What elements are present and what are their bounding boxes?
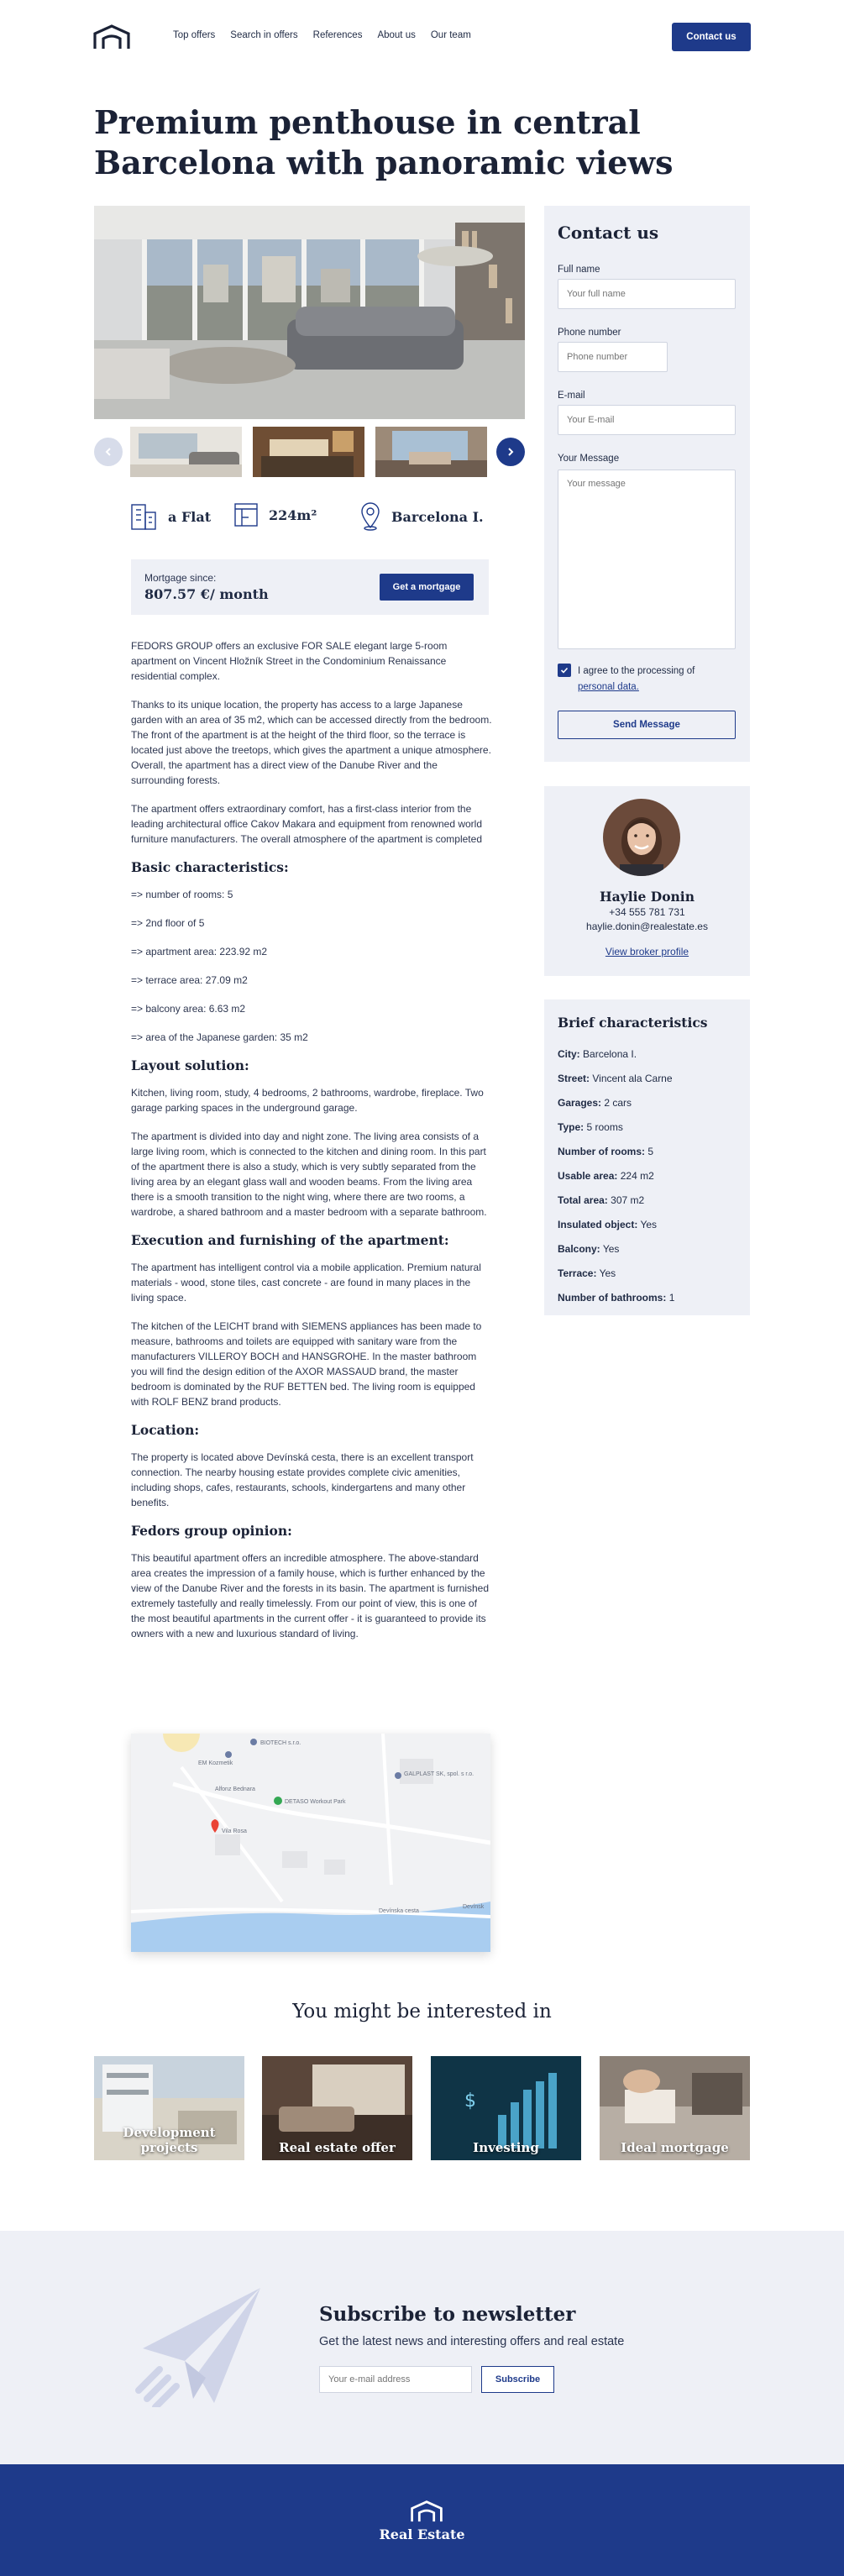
paper-plane-icon — [134, 2281, 269, 2407]
map-marker-icon[interactable] — [274, 1797, 282, 1805]
contact-form-title: Contact us — [558, 223, 659, 243]
section-heading: Basic characteristics: — [131, 859, 289, 875]
send-message-button[interactable]: Send Message — [558, 711, 736, 739]
email-input[interactable] — [558, 405, 736, 435]
map-label: Devínsk — [463, 1904, 485, 1910]
thumbnail-3[interactable] — [375, 427, 487, 477]
newsletter-email-input[interactable] — [319, 2366, 472, 2393]
brief-row: Balcony: Yes — [558, 1243, 620, 1255]
nav-our-team[interactable]: Our team — [430, 30, 471, 40]
list-item: => apartment area: 223.92 m2 — [131, 946, 268, 957]
description-paragraph: The apartment is divided into day and night zone. The living area consists of a large living room, which is connected to the kitchen and dining room. In this part of the apartment there is also a study, which is very subtly separated from the living area by an elegant glass wall and wooden beams. From the living area there is a smooth transition to the night wing, where there are two rooms, a wardrobe, a shared bathroom and a master bedroom with a separate bathroom. — [131, 1131, 487, 1218]
message-textarea[interactable] — [558, 470, 736, 649]
brief-row: Number of bathrooms: 1 — [558, 1292, 675, 1304]
section-heading: Location: — [131, 1422, 200, 1438]
view-broker-profile-link[interactable]: View broker profile — [605, 946, 689, 957]
consent-text — [578, 664, 737, 695]
carousel-prev-button[interactable] — [94, 438, 123, 466]
card-real-estate-offer[interactable] — [262, 2056, 412, 2160]
building-icon — [129, 502, 158, 531]
brief-row: City: Barcelona I. — [558, 1048, 637, 1060]
brief-row: Insulated object: Yes — [558, 1219, 658, 1230]
email-label: E-mail — [558, 391, 585, 401]
floorplan-icon — [233, 502, 259, 527]
feature-location — [359, 502, 484, 531]
location-pin-icon — [359, 502, 381, 531]
section-heading: Fedors group opinion: — [131, 1523, 292, 1539]
location-map[interactable] — [131, 1734, 490, 1952]
main-photo[interactable] — [94, 206, 525, 419]
section-heading: Layout solution: — [131, 1057, 249, 1073]
photo-carousel — [94, 427, 525, 477]
card-label: Ideal mortgage — [621, 2140, 729, 2155]
list-item: => terrace area: 27.09 m2 — [131, 974, 248, 986]
broker-avatar — [603, 799, 680, 876]
brief-row: Number of rooms: 5 — [558, 1146, 654, 1157]
card-label: Development projects — [123, 2125, 216, 2155]
feature-type — [129, 502, 211, 531]
brief-row: Terrace: Yes — [558, 1267, 616, 1279]
consent-label: I agree to the processing of — [578, 666, 695, 676]
mortgage-box — [131, 559, 489, 615]
consent-checkbox[interactable] — [558, 664, 571, 677]
description-paragraph: Thanks to its unique location, the property has access to a large Japanese garden with an area of 35 m2, which can be accessed directly from the bedroom. The front of the apartment is at the height of the third floor, so the terrace is located just above the treetops, which gives the apartment a unique atmosphere. Overall, the apartment has a direct view of the Danube River and the surrounding forests. — [131, 699, 492, 786]
contact-us-button[interactable]: Contact us — [672, 23, 751, 51]
section-heading: Execution and furnishing of the apartment: — [131, 1232, 449, 1248]
brief-row: Type: 5 rooms — [558, 1121, 623, 1133]
full-name-input[interactable] — [558, 279, 736, 309]
map-label: Devínska cesta — [379, 1908, 419, 1914]
map-label: BIOTECH s.r.o. — [260, 1740, 301, 1746]
brief-row: Usable area: 224 m2 — [558, 1170, 654, 1182]
thumbnail-1[interactable] — [130, 427, 242, 477]
card-development-projects[interactable] — [94, 2056, 244, 2160]
description-paragraph: The kitchen of the LEICHT brand with SIEMENS appliances has been made to measure, bathrooms and toilets are equipped with sanitary ware from the manufacturers VILLEROY BOCH and HANSGROHE. In the master bathroom you will find the design edition of the AXOR MASSAUD brand, the master bedroom is dominated by the RUF BETTEN bed. The living room is equipped with ROLF BENZ brand products. — [131, 1320, 482, 1408]
brief-characteristics — [544, 999, 750, 1315]
map-label: DETASO Workout Park — [285, 1799, 346, 1805]
subscribe-button[interactable]: Subscribe — [481, 2366, 554, 2393]
nav-about-us[interactable]: About us — [377, 30, 416, 40]
personal-data-link[interactable]: personal data. — [578, 682, 639, 692]
list-item: => number of rooms: 5 — [131, 889, 233, 900]
phone-input[interactable] — [558, 342, 668, 372]
chevron-left-icon — [103, 447, 113, 457]
list-item: => area of the Japanese garden: 35 m2 — [131, 1031, 308, 1043]
description-paragraph: The apartment has intelligent control via a mobile application. Premium natural materials - wood, stone tiles, cast concrete - are found in many places in the living space. — [131, 1262, 481, 1304]
thumbnail-2[interactable] — [253, 427, 364, 477]
list-item: => 2nd floor of 5 — [131, 917, 205, 929]
map-marker-icon[interactable] — [225, 1751, 232, 1758]
brief-row: Total area: 307 m2 — [558, 1194, 645, 1206]
description-paragraph: The property is located above Devínská cesta, there is an excellent transport connection. The nearby housing estate provides complete civic amenities, including shops, cafes, restaurants, schools, kindergartens and many other benefits. — [131, 1451, 474, 1508]
nav-top-offers[interactable]: Top offers — [173, 30, 216, 40]
house-logo-icon[interactable] — [92, 24, 131, 50]
property-description — [131, 638, 492, 1655]
contact-form — [544, 206, 750, 762]
map-label: Vila Rosa — [222, 1828, 247, 1834]
feature-type-value: a Flat — [168, 508, 212, 525]
name-label: Full name — [558, 265, 600, 275]
nav-search-offers[interactable]: Search in offers — [230, 30, 298, 40]
feature-location-value: Barcelona I. — [391, 508, 484, 525]
message-label: Your Message — [558, 454, 620, 464]
map-label: EM Kozmetik — [198, 1760, 233, 1766]
card-ideal-mortgage[interactable] — [600, 2056, 750, 2160]
card-label: Real estate offer — [279, 2140, 396, 2155]
broker-phone: +34 555 781 731 — [609, 906, 685, 918]
main-nav — [173, 30, 471, 40]
list-item: => balcony area: 6.63 m2 — [131, 1003, 246, 1015]
map-label: Alfonz Bednara — [215, 1786, 255, 1792]
card-label: Investing — [473, 2140, 539, 2155]
phone-label: Phone number — [558, 328, 621, 338]
description-paragraph: Kitchen, living room, study, 4 bedrooms, 2 bathrooms, wardrobe, fireplace. Two garage parking spaces in the underground garage. — [131, 1087, 484, 1114]
card-investing[interactable] — [431, 2056, 581, 2160]
feature-area — [233, 502, 317, 527]
brief-title: Brief characteristics — [558, 1015, 708, 1031]
broker-email: haylie.donin@realestate.es — [586, 921, 708, 932]
description-paragraph: FEDORS GROUP offers an exclusive FOR SALE elegant large 5-room apartment on Vincent Hložník Street in the Condominium Renaissance residential complex. — [131, 640, 448, 682]
key-features — [129, 502, 490, 536]
carousel-next-button[interactable] — [496, 438, 525, 466]
brief-row: Garages: 2 cars — [558, 1097, 632, 1109]
newsletter-section — [0, 2231, 844, 2464]
page-title: Premium penthouse in central Barcelona with panoramic views — [94, 103, 674, 181]
interested-title: You might be interested in — [292, 2001, 552, 2023]
mortgage-value: 807.57 €/ month — [144, 586, 269, 602]
map-marker-icon[interactable] — [395, 1772, 401, 1779]
nav-references[interactable]: References — [312, 30, 363, 40]
brief-row: Street: Vincent ala Carne — [558, 1073, 673, 1084]
get-mortgage-button[interactable]: Get a mortgage — [380, 574, 474, 601]
newsletter-title: Subscribe to newsletter — [319, 2303, 576, 2326]
broker-name: Haylie Donin — [600, 889, 695, 905]
dollar-icon: $ — [464, 2091, 476, 2112]
map-marker-icon[interactable] — [250, 1739, 257, 1745]
newsletter-subtitle: Get the latest news and interesting offers and real estate — [319, 2335, 625, 2348]
site-header — [0, 0, 844, 74]
checkmark-icon — [560, 666, 569, 674]
site-footer — [0, 2464, 844, 2576]
chevron-right-icon — [506, 447, 516, 457]
description-paragraph: This beautiful apartment offers an incredible atmosphere. The above-standard area creates the impression of a family house, which is further enhanced by the view of the Danube River and the forests in its basin. The apartment is furnished extremely tastefully and really timelessly. From our point of view, this is one of the most beautiful apartments in the current offer - it is guaranteed to provide its owners with a new and luxurious standard of living. — [131, 1552, 490, 1640]
mortgage-label: Mortgage since: — [144, 572, 217, 584]
broker-card — [544, 786, 750, 976]
house-logo-icon[interactable] — [410, 2500, 443, 2523]
footer-brand: Real Estate — [379, 2526, 465, 2542]
description-paragraph: The apartment offers extraordinary comfort, has a first-class interior from the leading architectural office Cakov Makara and equipment from renowned world furniture manufacturers. The overall atmosphere of the apartment is completed — [131, 803, 483, 845]
map-label: GALPLAST SK, spol. s r.o. — [404, 1771, 474, 1777]
feature-area-value: 224m² — [269, 506, 317, 523]
